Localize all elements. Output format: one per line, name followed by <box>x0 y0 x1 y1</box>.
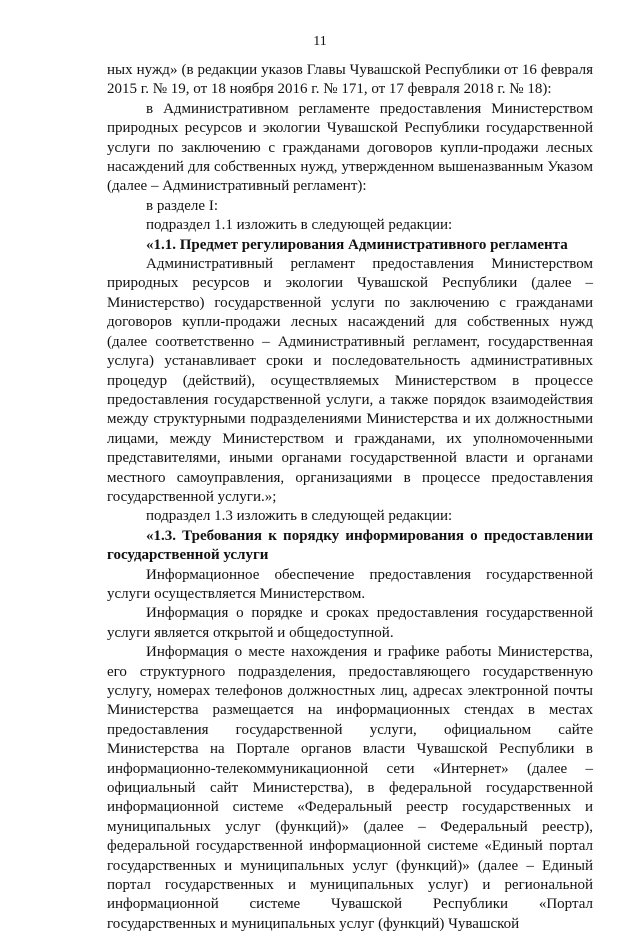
page-number: 11 <box>313 34 327 49</box>
heading-1-1-text: «1.1. Предмет регулирования Административного регламента <box>146 236 568 253</box>
paragraph-info-location: Информация о месте нахождения и графике работы Министерства, его структурного подразделения, предоставляющего государственную услугу, номерах телефонов должностных лиц, адресах электронной почты Министерства размещается на информационных стендах в местах предоставления государственной услуги, официальном сайте Министерства на Портале органов власти Чувашской Республики в информационно-телекоммуникационной сети «Интернет» (далее – официальный сайт Министерства), в федеральной государственной информационной системе «Федеральный реестр государственных и муниципальных услуг (функций)» (далее – Федеральный реестр), федеральной государственной информационной системе «Единый портал государственных и муниципальных услуг (функций)» (далее – Единый портал государственных и муниципальных услуг) и региональной информационной системе Чувашской Республики «Портал государственных и муниципальных услуг (функций) Чувашской <box>107 644 593 932</box>
paragraph-info-openness: Информация о порядке и сроках предоставления государственной услуги является открытой и общедоступной. <box>107 605 593 641</box>
document-body <box>107 61 593 934</box>
paragraph-info-provision: Информационное обеспечение предоставления государственной услуги осуществляется Министерством. <box>107 566 593 602</box>
paragraph-regulation-subject: Административный регламент предоставления Министерством природных ресурсов и экологии Чувашской Республики (далее – Министерство) государственной услуги по заключению с гражданами договоров купли-продажи лесных насаждений для собственных нужд (далее соответственно – Административный регламент, государственная услуга) устанавливает сроки и последовательность административных процедур (действий), осуществляемых Министерством в процессе предоставления государственной услуги, а также порядок взаимодействия между структурными подразделениями Министерства и их должностными лицами, между Министерством и гражданами, их уполномоченными представителями, иными органами государственной власти и органами местного самоуправления, организациями в процессе предоставления государственной услуги.»; <box>107 256 593 505</box>
heading-1-3 <box>107 527 593 566</box>
paragraph-continuation: ных нужд» (в редакции указов Главы Чувашской Республики от 16 февраля 2015 г. № 19, от 18 ноября 2016 г. № 171, от 17 февраля 2018 г. № 18): <box>107 62 593 98</box>
paragraph-regulation-reference: в Административном регламенте предоставления Министерством природных ресурсов и экологии Чувашской Республики государственной услуги по заключению с гражданами договоров купли-продажи лесных насаждений для собственных нужд, утвержденном вышеназванным Указом (далее – Административный регламент): <box>107 100 593 195</box>
heading-1-1 <box>107 236 593 255</box>
paragraph-subsection-1-1-instruction: подраздел 1.1 изложить в следующей редакции: <box>146 217 453 234</box>
paragraph-subsection-1-3-instruction: подраздел 1.3 изложить в следующей редакции: <box>146 508 453 525</box>
paragraph-section-one: в разделе I: <box>146 197 218 214</box>
heading-1-3-text: «1.3. Требования к порядку информирования о предоставлении государственной услуги <box>107 527 593 564</box>
